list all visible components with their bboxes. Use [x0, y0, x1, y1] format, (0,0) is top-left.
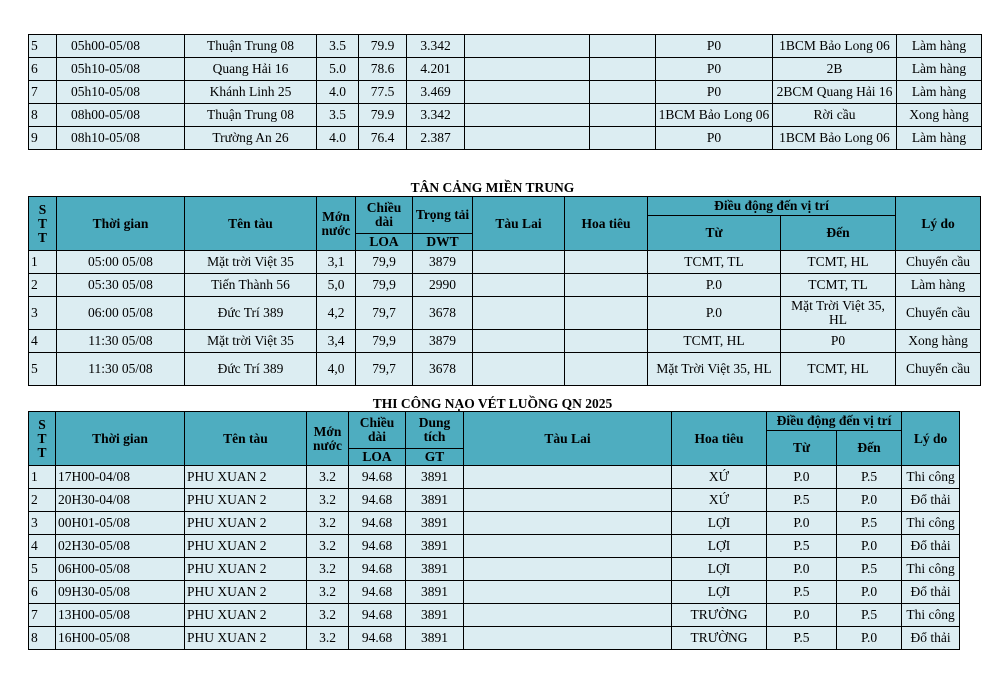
header-length: Chiều dài — [356, 197, 413, 234]
cell-to: Rời cầu — [773, 104, 897, 127]
cell-ship: PHU XUAN 2 — [185, 466, 307, 489]
cell-ship: PHU XUAN 2 — [185, 627, 307, 650]
table-row — [29, 353, 981, 386]
cell-ship: PHU XUAN 2 — [185, 535, 307, 558]
cell-stt: 1 — [29, 466, 56, 489]
cell-reason: Làm hàng — [897, 127, 982, 150]
cell-ship: PHU XUAN 2 — [185, 558, 307, 581]
table-continuation — [28, 34, 982, 150]
cell-from: P.0 — [648, 297, 781, 330]
cell-loa: 94.68 — [349, 466, 406, 489]
table-row — [29, 330, 981, 353]
cell-to: TCMT, TL — [781, 274, 896, 297]
cell-loa: 79,7 — [356, 297, 413, 330]
cell-tug — [464, 466, 672, 489]
cell-stt: 9 — [29, 127, 57, 150]
cell-loa: 94.68 — [349, 489, 406, 512]
header-stt: S T T — [29, 197, 57, 251]
cell-tug — [473, 297, 565, 330]
cell-ship: Mặt trời Việt 35 — [185, 251, 317, 274]
cell-dwt: 2.387 — [407, 127, 465, 150]
cell-time: 05h10-05/08 — [57, 81, 185, 104]
cell-ship: Khánh Linh 25 — [185, 81, 317, 104]
cell-tug — [464, 489, 672, 512]
cell-loa: 79.9 — [359, 35, 407, 58]
cell-to: 1BCM Bảo Long 06 — [773, 35, 897, 58]
cell-tug — [465, 104, 590, 127]
table-row — [29, 81, 982, 104]
cell-tug — [465, 35, 590, 58]
cell-pilot: XỨ — [672, 466, 767, 489]
cell-pilot: XỨ — [672, 489, 767, 512]
cell-time: 09H30-05/08 — [56, 581, 185, 604]
table-row — [29, 251, 981, 274]
header-reason: Lý do — [902, 412, 960, 466]
header-time: Thời gian — [56, 412, 185, 466]
cell-stt: 3 — [29, 512, 56, 535]
cell-tug — [465, 81, 590, 104]
table-row — [29, 58, 982, 81]
cell-from: P.0 — [767, 558, 837, 581]
cell-stt: 5 — [29, 353, 57, 386]
cell-tug — [465, 127, 590, 150]
cell-draft: 3,1 — [317, 251, 356, 274]
cell-time: 20H30-04/08 — [56, 489, 185, 512]
table-row — [29, 274, 981, 297]
cell-loa: 77.5 — [359, 81, 407, 104]
cell-pilot — [565, 274, 648, 297]
cell-draft: 3.5 — [317, 35, 359, 58]
cell-tug — [473, 330, 565, 353]
cell-reason: Làm hàng — [897, 81, 982, 104]
cell-from: P.5 — [767, 581, 837, 604]
cell-from: TCMT, HL — [648, 330, 781, 353]
cell-ship: Tiến Thành 56 — [185, 274, 317, 297]
cell-stt: 4 — [29, 535, 56, 558]
cell-from: P.0 — [648, 274, 781, 297]
cell-reason: Làm hàng — [897, 35, 982, 58]
cell-from: P.5 — [767, 489, 837, 512]
cell-stt: 2 — [29, 489, 56, 512]
header-loa: LOA — [349, 449, 406, 466]
cell-to: P.0 — [837, 627, 902, 650]
cell-to: 2BCM Quang Hải 16 — [773, 81, 897, 104]
cell-ship: Trường An 26 — [185, 127, 317, 150]
table-row — [29, 297, 981, 330]
header-reason: Lý do — [896, 197, 981, 251]
cell-reason: Đổ thải — [902, 489, 960, 512]
header-capacity: Dung tích — [406, 412, 464, 449]
cell-to: TCMT, HL — [781, 353, 896, 386]
cell-gt: 3891 — [406, 466, 464, 489]
header-tug: Tàu Lai — [464, 412, 672, 466]
header-pilot: Hoa tiêu — [672, 412, 767, 466]
cell-draft: 4,2 — [317, 297, 356, 330]
cell-loa: 94.68 — [349, 581, 406, 604]
cell-ship: Đức Trí 389 — [185, 297, 317, 330]
table-row — [29, 466, 960, 489]
cell-dwt: 3.342 — [407, 35, 465, 58]
cell-tug — [464, 604, 672, 627]
cell-ship: Mặt trời Việt 35 — [185, 330, 317, 353]
cell-reason: Đổ thải — [902, 627, 960, 650]
cell-loa: 94.68 — [349, 627, 406, 650]
cell-reason: Đổ thải — [902, 535, 960, 558]
cell-stt: 2 — [29, 274, 57, 297]
cell-reason: Xong hàng — [897, 104, 982, 127]
header-dwt: DWT — [413, 234, 473, 251]
cell-to: P.0 — [837, 535, 902, 558]
cell-pilot: LỢI — [672, 558, 767, 581]
cell-reason: Làm hàng — [896, 274, 981, 297]
cell-ship: PHU XUAN 2 — [185, 512, 307, 535]
cell-dwt: 3879 — [413, 330, 473, 353]
cell-tug — [464, 512, 672, 535]
table-row — [29, 512, 960, 535]
cell-draft: 3.2 — [307, 535, 349, 558]
cell-stt: 5 — [29, 35, 57, 58]
header-length: Chiều dài — [349, 412, 406, 449]
cell-gt: 3891 — [406, 535, 464, 558]
cell-gt: 3891 — [406, 512, 464, 535]
cell-loa: 79,7 — [356, 353, 413, 386]
header-to: Đến — [837, 431, 902, 466]
cell-draft: 5.0 — [317, 58, 359, 81]
cell-time: 06H00-05/08 — [56, 558, 185, 581]
cell-to: P.5 — [837, 466, 902, 489]
cell-gt: 3891 — [406, 581, 464, 604]
cell-loa: 79,9 — [356, 251, 413, 274]
cell-stt: 7 — [29, 604, 56, 627]
header-from: Từ — [767, 431, 837, 466]
cell-stt: 8 — [29, 627, 56, 650]
cell-time: 16H00-05/08 — [56, 627, 185, 650]
table-tan-cang-mien-trung — [28, 196, 981, 386]
cell-to: TCMT, HL — [781, 251, 896, 274]
cell-time: 08h10-05/08 — [57, 127, 185, 150]
cell-draft: 3.2 — [307, 512, 349, 535]
cell-draft: 4,0 — [317, 353, 356, 386]
cell-stt: 6 — [29, 581, 56, 604]
header-tug: Tàu Lai — [473, 197, 565, 251]
cell-pilot — [565, 353, 648, 386]
cell-pilot — [590, 127, 656, 150]
table-thi-cong-nao-vet — [28, 411, 960, 650]
cell-draft: 3.2 — [307, 627, 349, 650]
cell-stt: 1 — [29, 251, 57, 274]
cell-from: P0 — [656, 127, 773, 150]
cell-from: P.5 — [767, 535, 837, 558]
cell-tug — [464, 535, 672, 558]
cell-ship: Đức Trí 389 — [185, 353, 317, 386]
cell-stt: 7 — [29, 81, 57, 104]
cell-tug — [465, 58, 590, 81]
cell-time: 11:30 05/08 — [57, 353, 185, 386]
table-row — [29, 127, 982, 150]
cell-stt: 6 — [29, 58, 57, 81]
header-ship: Tên tàu — [185, 412, 307, 466]
header-move: Điều động đến vị trí — [648, 197, 896, 216]
cell-dwt: 3678 — [413, 353, 473, 386]
table-row — [29, 535, 960, 558]
cell-dwt: 3879 — [413, 251, 473, 274]
cell-to: 2B — [773, 58, 897, 81]
header-time: Thời gian — [57, 197, 185, 251]
cell-draft: 5,0 — [317, 274, 356, 297]
cell-draft: 3,4 — [317, 330, 356, 353]
cell-loa: 76.4 — [359, 127, 407, 150]
cell-to: P.0 — [837, 489, 902, 512]
table-row — [29, 35, 982, 58]
cell-pilot: LỢI — [672, 512, 767, 535]
header-stt: S T T — [29, 412, 56, 466]
cell-dwt: 4.201 — [407, 58, 465, 81]
cell-ship: PHU XUAN 2 — [185, 489, 307, 512]
cell-stt: 8 — [29, 104, 57, 127]
header-draft: Mớn nước — [317, 197, 356, 251]
cell-from: P0 — [656, 81, 773, 104]
header-gt: GT — [406, 449, 464, 466]
cell-gt: 3891 — [406, 627, 464, 650]
cell-pilot — [565, 330, 648, 353]
cell-dwt: 3.342 — [407, 104, 465, 127]
cell-to: Mặt Trời Việt 35, HL — [781, 297, 896, 330]
cell-pilot: LỢI — [672, 581, 767, 604]
cell-pilot — [565, 251, 648, 274]
cell-draft: 4.0 — [317, 127, 359, 150]
cell-draft: 3.2 — [307, 489, 349, 512]
cell-draft: 3.2 — [307, 581, 349, 604]
cell-draft: 3.2 — [307, 604, 349, 627]
section-title-nao-vet: THI CÔNG NẠO VÉT LUỒNG QN 2025 — [372, 396, 613, 411]
header-ship: Tên tàu — [185, 197, 317, 251]
cell-draft: 3.2 — [307, 558, 349, 581]
cell-tug — [464, 558, 672, 581]
cell-time: 05:00 05/08 — [57, 251, 185, 274]
section-title-tan-cang: TÂN CẢNG MIỀN TRUNG — [410, 180, 575, 195]
cell-pilot — [590, 104, 656, 127]
cell-ship: PHU XUAN 2 — [185, 604, 307, 627]
cell-ship: PHU XUAN 2 — [185, 581, 307, 604]
cell-tug — [473, 251, 565, 274]
cell-to: P0 — [781, 330, 896, 353]
cell-to: P.0 — [837, 581, 902, 604]
cell-from: P.5 — [767, 627, 837, 650]
cell-time: 00H01-05/08 — [56, 512, 185, 535]
cell-gt: 3891 — [406, 489, 464, 512]
cell-stt: 4 — [29, 330, 57, 353]
cell-to: P.5 — [837, 604, 902, 627]
cell-tug — [473, 353, 565, 386]
header-from: Từ — [648, 216, 781, 251]
cell-pilot — [565, 297, 648, 330]
table-row — [29, 104, 982, 127]
cell-reason: Thi công — [902, 512, 960, 535]
header-draft: Mớn nước — [307, 412, 349, 466]
cell-ship: Thuận Trung 08 — [185, 35, 317, 58]
cell-reason: Chuyển cầu — [896, 353, 981, 386]
cell-time: 05h00-05/08 — [57, 35, 185, 58]
cell-ship: Quang Hải 16 — [185, 58, 317, 81]
cell-loa: 79,9 — [356, 274, 413, 297]
cell-draft: 3.2 — [307, 466, 349, 489]
cell-loa: 94.68 — [349, 512, 406, 535]
cell-loa: 79.9 — [359, 104, 407, 127]
table-row — [29, 627, 960, 650]
cell-pilot: LỢI — [672, 535, 767, 558]
cell-from: P.0 — [767, 604, 837, 627]
cell-stt: 3 — [29, 297, 57, 330]
cell-reason: Chuyển cầu — [896, 297, 981, 330]
header-tonnage: Trọng tải — [413, 197, 473, 234]
cell-reason: Thi công — [902, 558, 960, 581]
cell-tug — [473, 274, 565, 297]
header-loa: LOA — [356, 234, 413, 251]
cell-loa: 94.68 — [349, 535, 406, 558]
cell-tug — [464, 581, 672, 604]
cell-draft: 3.5 — [317, 104, 359, 127]
cell-from: 1BCM Bảo Long 06 — [656, 104, 773, 127]
cell-loa: 79,9 — [356, 330, 413, 353]
cell-gt: 3891 — [406, 604, 464, 627]
cell-time: 13H00-05/08 — [56, 604, 185, 627]
cell-loa: 94.68 — [349, 604, 406, 627]
cell-ship: Thuận Trung 08 — [185, 104, 317, 127]
cell-time: 11:30 05/08 — [57, 330, 185, 353]
cell-reason: Chuyển cầu — [896, 251, 981, 274]
cell-pilot: TRƯỜNG — [672, 604, 767, 627]
cell-reason: Làm hàng — [897, 58, 982, 81]
cell-pilot — [590, 35, 656, 58]
cell-pilot: TRƯỜNG — [672, 627, 767, 650]
cell-from: P0 — [656, 35, 773, 58]
cell-tug — [464, 627, 672, 650]
cell-from: P.0 — [767, 512, 837, 535]
cell-time: 08h00-05/08 — [57, 104, 185, 127]
cell-pilot — [590, 81, 656, 104]
cell-dwt: 3.469 — [407, 81, 465, 104]
cell-pilot — [590, 58, 656, 81]
cell-dwt: 2990 — [413, 274, 473, 297]
cell-from: P0 — [656, 58, 773, 81]
cell-to: P.5 — [837, 512, 902, 535]
table-row — [29, 581, 960, 604]
table-row — [29, 558, 960, 581]
cell-to: 1BCM Bảo Long 06 — [773, 127, 897, 150]
cell-from: P.0 — [767, 466, 837, 489]
cell-from: TCMT, TL — [648, 251, 781, 274]
cell-reason: Xong hàng — [896, 330, 981, 353]
cell-time: 17H00-04/08 — [56, 466, 185, 489]
cell-reason: Thi công — [902, 466, 960, 489]
cell-to: P.5 — [837, 558, 902, 581]
table-row — [29, 489, 960, 512]
cell-gt: 3891 — [406, 558, 464, 581]
cell-stt: 5 — [29, 558, 56, 581]
cell-reason: Đổ thải — [902, 581, 960, 604]
cell-dwt: 3678 — [413, 297, 473, 330]
cell-draft: 4.0 — [317, 81, 359, 104]
cell-time: 05h10-05/08 — [57, 58, 185, 81]
cell-reason: Thi công — [902, 604, 960, 627]
table-row — [29, 604, 960, 627]
header-to: Đến — [781, 216, 896, 251]
cell-time: 02H30-05/08 — [56, 535, 185, 558]
cell-time: 06:00 05/08 — [57, 297, 185, 330]
cell-from: Mặt Trời Việt 35, HL — [648, 353, 781, 386]
cell-loa: 94.68 — [349, 558, 406, 581]
header-pilot: Hoa tiêu — [565, 197, 648, 251]
cell-loa: 78.6 — [359, 58, 407, 81]
header-move: Điều động đến vị trí — [767, 412, 902, 431]
cell-time: 05:30 05/08 — [57, 274, 185, 297]
